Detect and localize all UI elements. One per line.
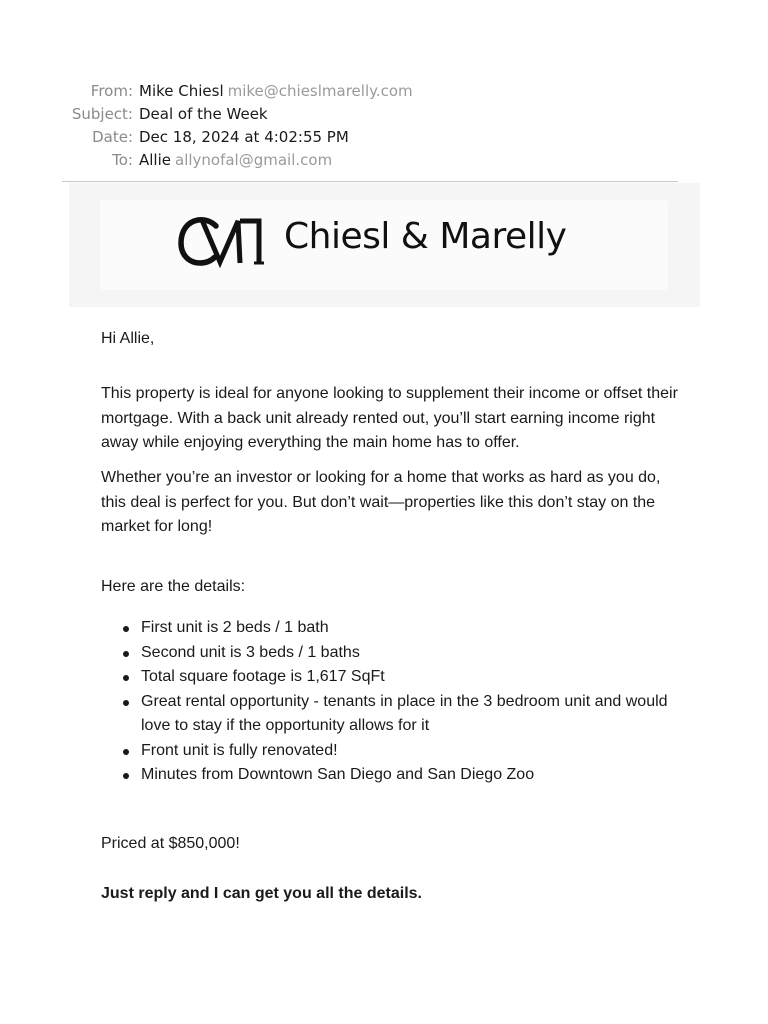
details-list (101, 616, 701, 788)
price-line: Priced at $850,000! (101, 835, 240, 852)
subject-row (0, 103, 768, 126)
list-item: First unit is 2 beds / 1 bath (101, 616, 701, 641)
call-to-action: Just reply and I can get you all the details. (101, 885, 422, 902)
paragraph-1: This property is ideal for anyone looking to supplement their income or offset their mortgage. With a back unit already rented out, you’ll start earning income right away while enjoying everything the main home has to offer. (101, 385, 678, 451)
header-divider (62, 181, 678, 182)
list-item: Minutes from Downtown San Diego and San Diego Zoo (101, 763, 701, 788)
to-name[interactable]: Allie (139, 151, 171, 169)
to-address[interactable]: allynofal@gmail.com (175, 151, 333, 169)
logo-wordmark: Chiesl & Marelly (284, 216, 567, 257)
list-item: Great rental opportunity - tenants in place in the 3 bedroom unit and would love to stay if the opportunity allows for it (101, 690, 701, 739)
list-item: Front unit is fully renovated! (101, 739, 701, 764)
date-label: Date: (92, 128, 133, 146)
to-row (0, 149, 768, 172)
from-address[interactable]: mike@chieslmarelly.com (227, 82, 413, 100)
email-header (0, 80, 768, 172)
to-label: To: (112, 151, 133, 169)
from-row (0, 80, 768, 103)
from-name[interactable]: Mike Chiesl (139, 82, 224, 100)
greeting: Hi Allie, (101, 330, 155, 347)
subject-value: Deal of the Week (139, 105, 268, 123)
subject-label: Subject: (71, 105, 133, 123)
cm-monogram-icon (178, 212, 268, 272)
date-value: Dec 18, 2024 at 4:02:55 PM (139, 128, 349, 146)
list-item: Total square footage is 1,617 SqFt (101, 665, 701, 690)
paragraph-2: Whether you’re an investor or looking for a home that works as hard as you do, this deal is perfect for you. But don’t wait—properties like this don’t stay on the market for long! (101, 469, 661, 535)
date-row (0, 126, 768, 149)
list-item: Second unit is 3 beds / 1 baths (101, 641, 701, 666)
from-label: From: (90, 82, 133, 100)
details-intro: Here are the details: (101, 578, 246, 595)
